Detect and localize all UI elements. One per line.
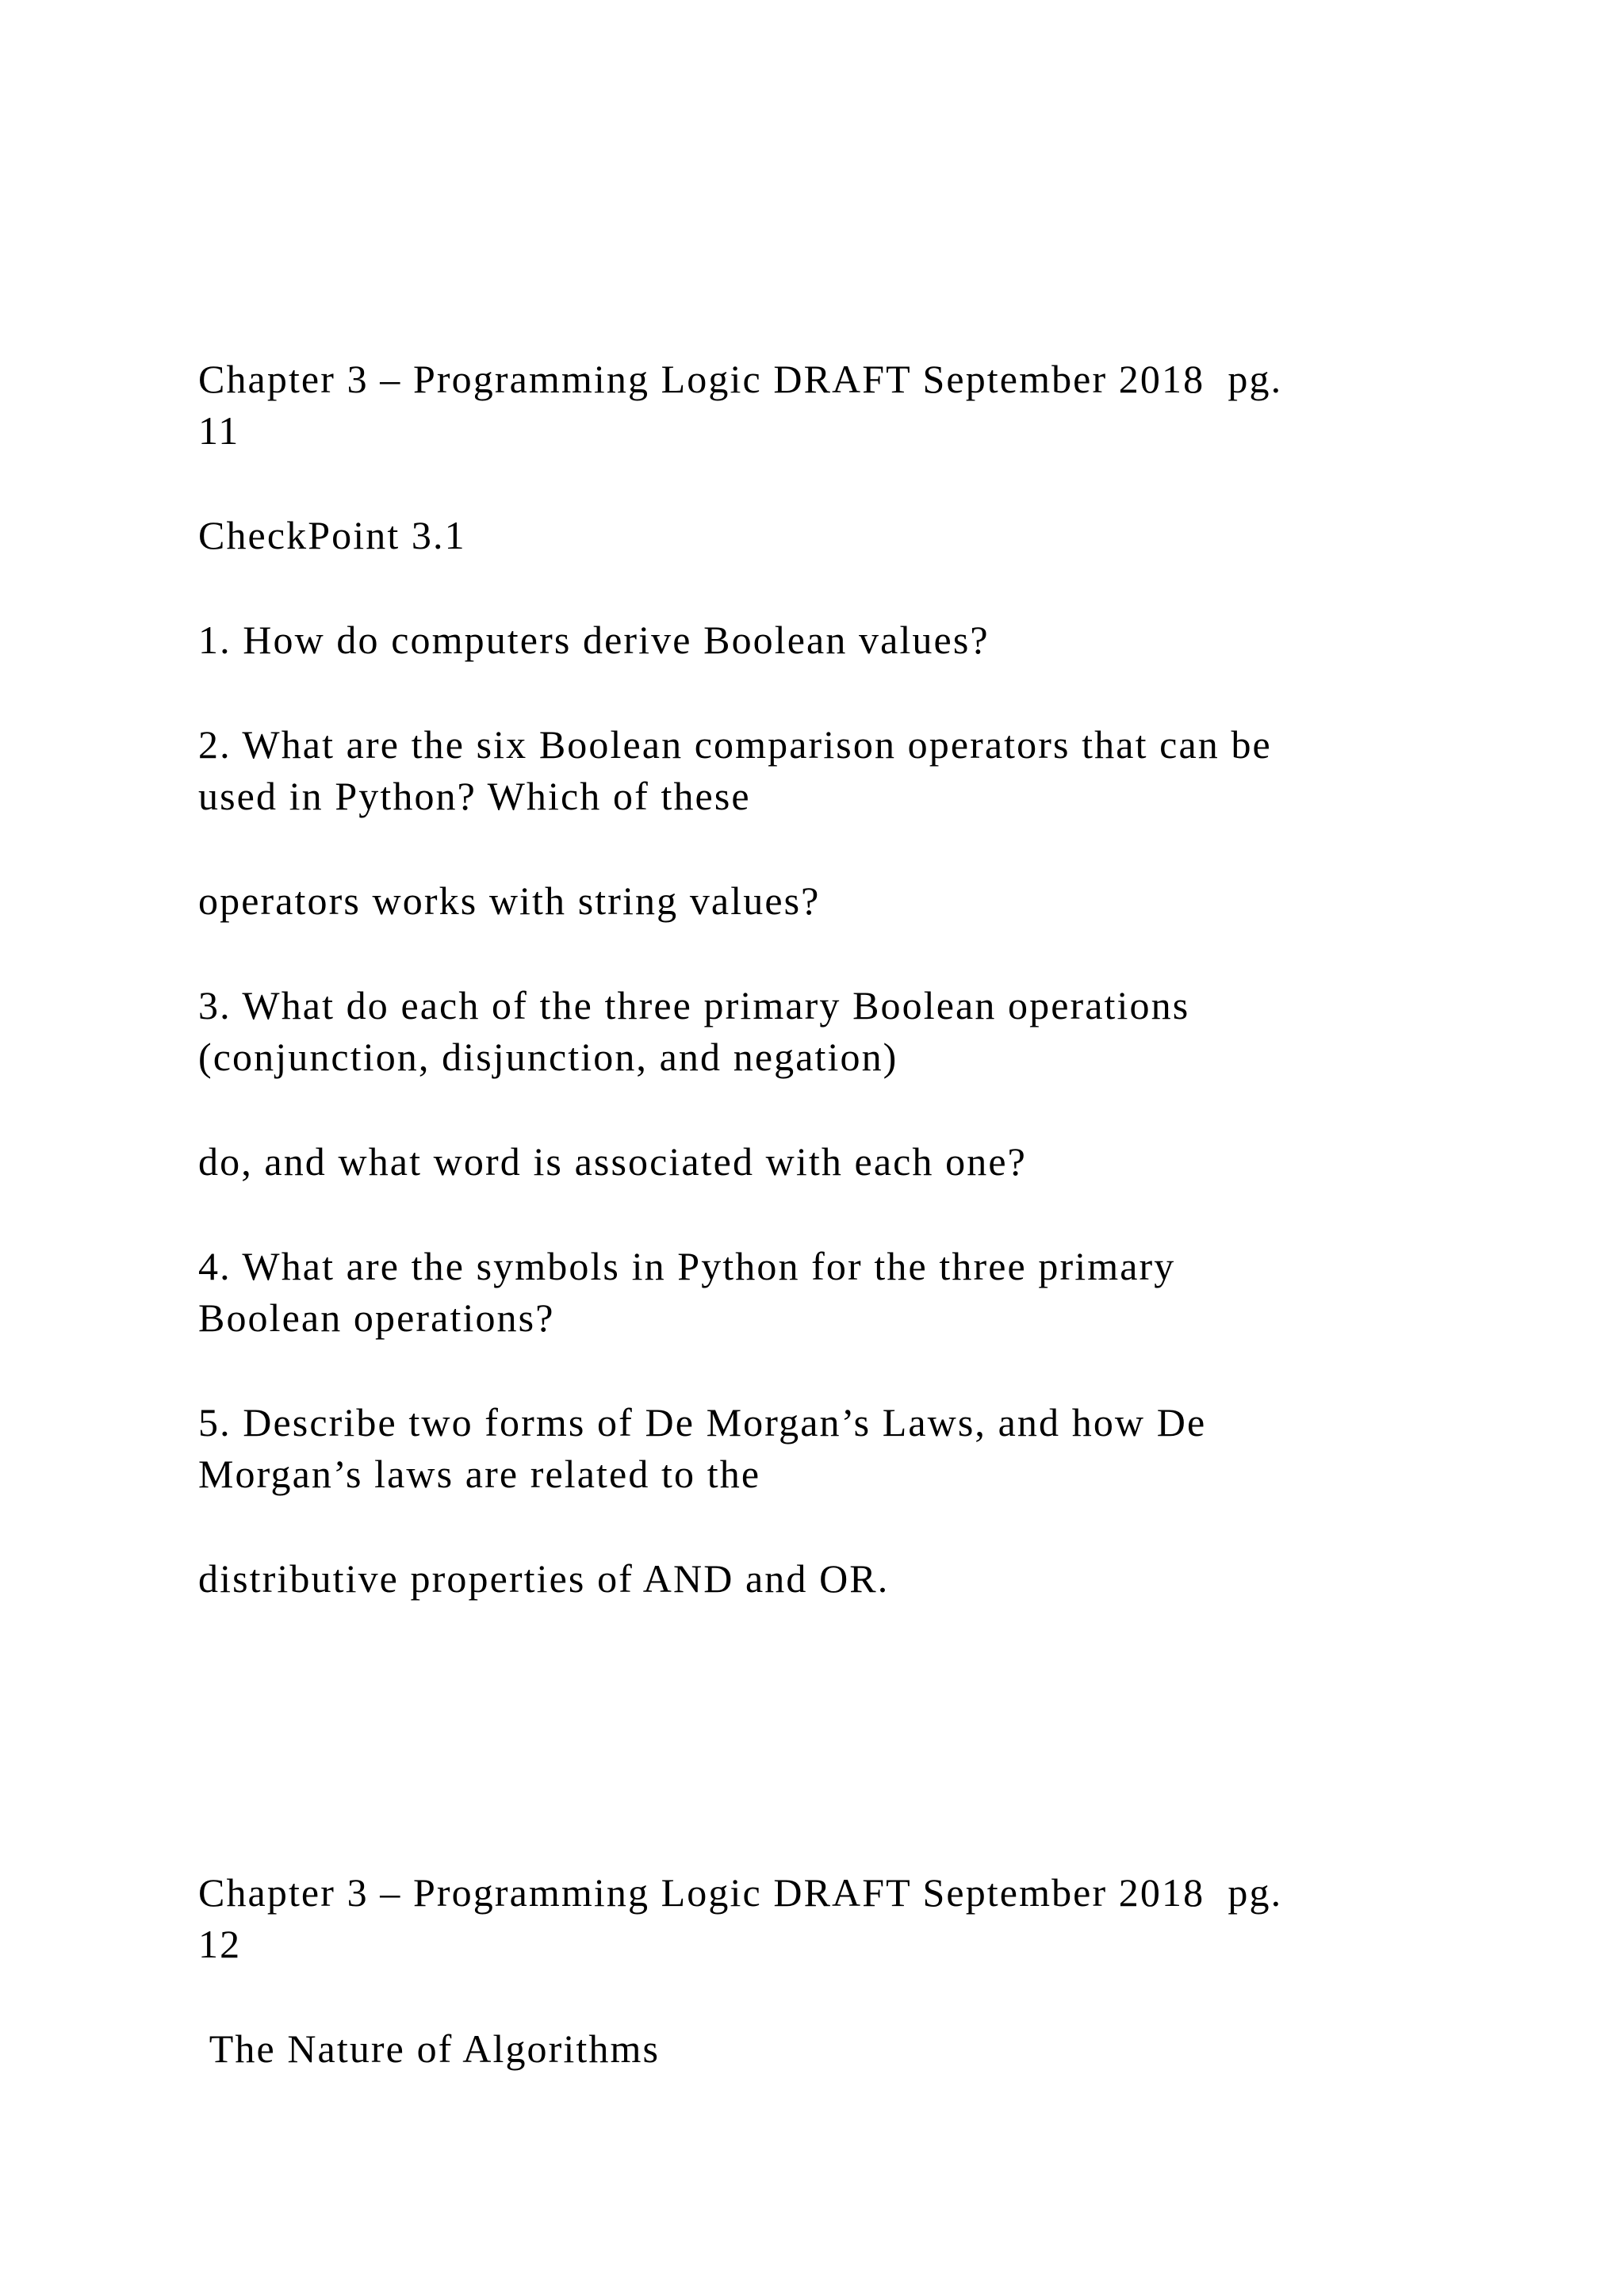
question-3-line-1: 3. What do each of the three primary Boolean operations — [198, 983, 1190, 1027]
page-number: 11 — [198, 408, 240, 453]
page-header: Chapter 3 – Programming Logic DRAFT September 2018 pg. — [198, 357, 1283, 401]
page-number: 12 — [198, 1922, 242, 1966]
question-5-line-1: 5. Describe two forms of De Morgan’s Laws, and how De — [198, 1400, 1207, 1445]
question-2-line-3: operators works with string values? — [198, 878, 821, 923]
question-2-line-1: 2. What are the six Boolean comparison operators that can be — [198, 722, 1272, 767]
question-4-line-2: Boolean operations? — [198, 1295, 555, 1340]
question-3-line-2: (conjunction, disjunction, and negation) — [198, 1035, 898, 1079]
question-3-line-3: do, and what word is associated with each one? — [198, 1139, 1027, 1184]
question-5-line-2: Morgan’s laws are related to the — [198, 1452, 761, 1496]
question-4-line-1: 4. What are the symbols in Python for the three primary — [198, 1244, 1176, 1288]
section-title: The Nature of Algorithms — [198, 2026, 661, 2071]
question-2-line-2: used in Python? Which of these — [198, 774, 751, 818]
question-1: 1. How do computers derive Boolean values? — [198, 618, 990, 662]
checkpoint-title: CheckPoint 3.1 — [198, 513, 466, 557]
question-5-line-3: distributive properties of AND and OR. — [198, 1556, 890, 1601]
page-header: Chapter 3 – Programming Logic DRAFT September 2018 pg. — [198, 1870, 1283, 1915]
